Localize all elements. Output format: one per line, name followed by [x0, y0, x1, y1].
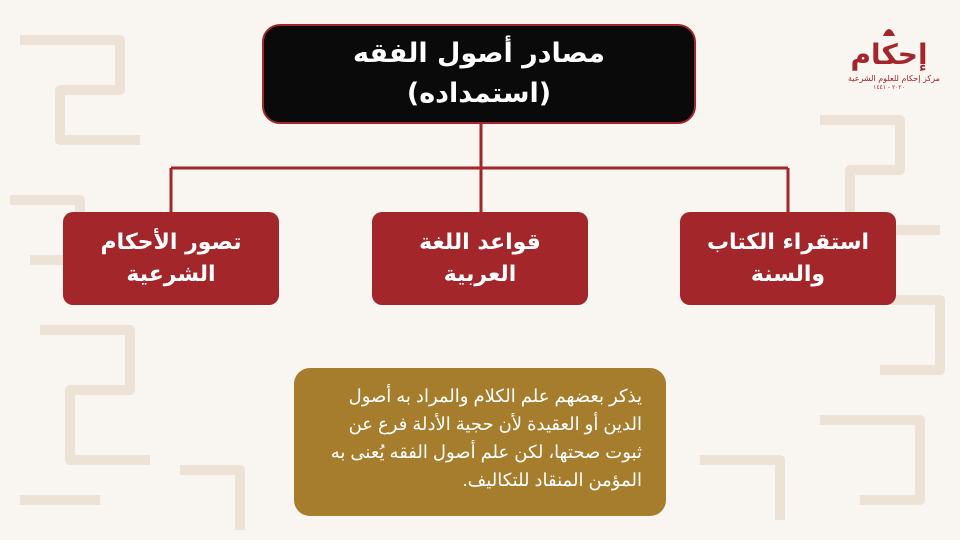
logo [848, 24, 940, 94]
source-box-arabic-language [372, 212, 588, 305]
dome-icon [882, 24, 896, 36]
logo-mark [852, 24, 926, 72]
source-label: استقراء الكتاب [706, 229, 870, 255]
source-label: الشرعية [126, 261, 216, 287]
source-label: قواعد اللغة [419, 229, 541, 255]
logo-small-text: ٢٠٢٠ - ١٤٤١ [873, 84, 905, 91]
source-box-rulings [63, 212, 279, 305]
diagram-title: مصادر أصول الفقه [353, 38, 605, 69]
source-box-quran-sunnah [680, 212, 896, 305]
diagram-title-box [262, 24, 696, 124]
logo-subtitle: مركز إحكام للعلوم الشرعية [848, 74, 940, 83]
source-label: والسنة [750, 261, 826, 287]
logo-name: إحكام [850, 38, 928, 71]
diagram-subtitle: (استمداده) [406, 78, 552, 109]
note-box [294, 368, 666, 516]
note-text: يذكر بعضهم علم الكلام والمراد به أصول الدين أو العقيدة لأن حجية الأدلة فرع عن ثبوت صحتها، لكن علم أصول الفقه يُعنى به المؤمن المنقاد للتكاليف. [330, 386, 642, 490]
source-label: العربية [443, 261, 517, 287]
source-label: تصور الأحكام [100, 229, 242, 255]
